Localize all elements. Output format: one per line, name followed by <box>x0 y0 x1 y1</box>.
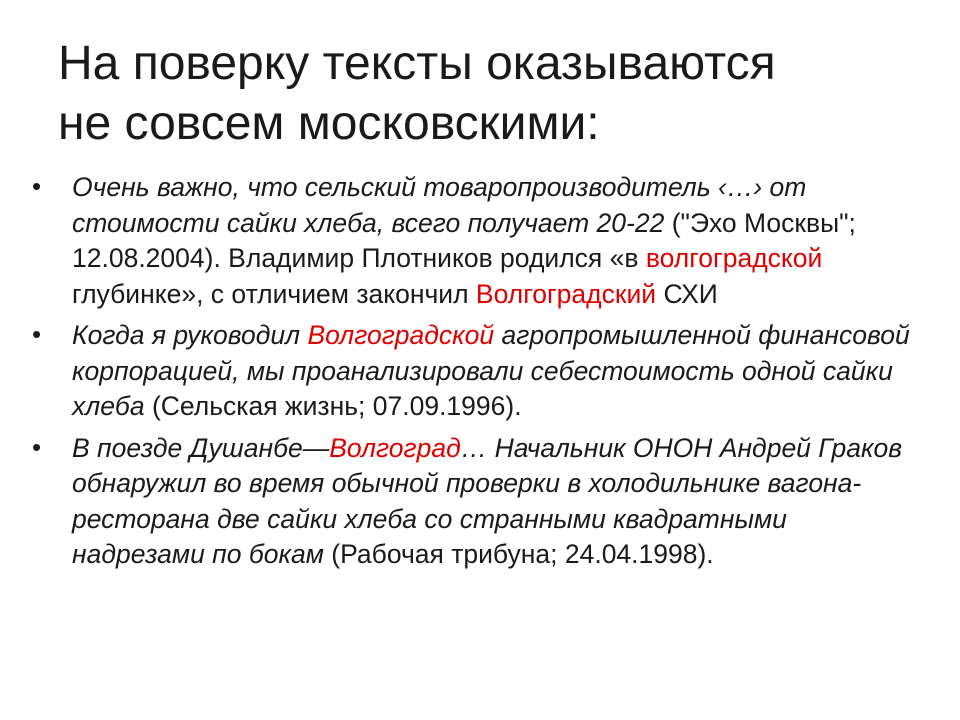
bullet-text-segment: Когда я руководил <box>72 320 308 350</box>
bullet-text <box>72 320 917 421</box>
highlighted-place-name: Волгоградский <box>475 278 657 309</box>
bullet-text-segment: агропромышленной финансовой корпорацией, мы проанализировали себестоимость одной сайки хлеба <box>72 320 918 421</box>
bullet-text-segment: (Рабочая трибуна; 24.04.1998). <box>323 539 714 569</box>
bullet-text-segment: В поезде Душанбе— <box>72 432 330 463</box>
bullet-item-3 <box>32 431 912 573</box>
bullet-dot-icon: • <box>32 319 42 349</box>
bullet-text-segment: СХИ <box>656 278 718 309</box>
bullet-text-segment: Очень важно, что сельский товаропроизводитель ‹…› от стоимости сайки хлеба, всего получает 20-22 <box>72 172 814 238</box>
slide-title-line-2: не совсем московскими: <box>58 97 600 150</box>
bullet-text <box>72 433 909 570</box>
bullet-text <box>72 172 863 309</box>
bullet-list <box>32 170 918 579</box>
slide-title-line-1: На поверку тексты оказываются <box>58 37 776 90</box>
highlighted-place-name: волгоградской <box>645 243 823 273</box>
bullet-text-segment: ("Эхо Москвы"; 12.08.2004). Владимир Плотников родился «в <box>72 207 864 273</box>
slide-title <box>58 34 918 154</box>
bullet-text-segment: глубинке», с отличием закончил <box>72 243 830 309</box>
bullet-item-2 <box>32 318 918 425</box>
highlighted-place-name: Волгоград <box>329 432 461 463</box>
bullet-text-segment: … Начальник ОНОН Андрей Граков обнаружил во время обычной проверки в холодильнике вагона-ресторана две сайки хлеба со странными квадратными надрезами по бокам <box>72 432 910 569</box>
bullet-dot-icon: • <box>32 171 42 201</box>
bullet-text-segment: (Сельская жизнь; 07.09.1996). <box>144 391 522 421</box>
highlighted-place-name: Волгоградской <box>307 320 495 350</box>
bullet-dot-icon: • <box>32 431 42 462</box>
bullet-item-1 <box>32 170 912 312</box>
